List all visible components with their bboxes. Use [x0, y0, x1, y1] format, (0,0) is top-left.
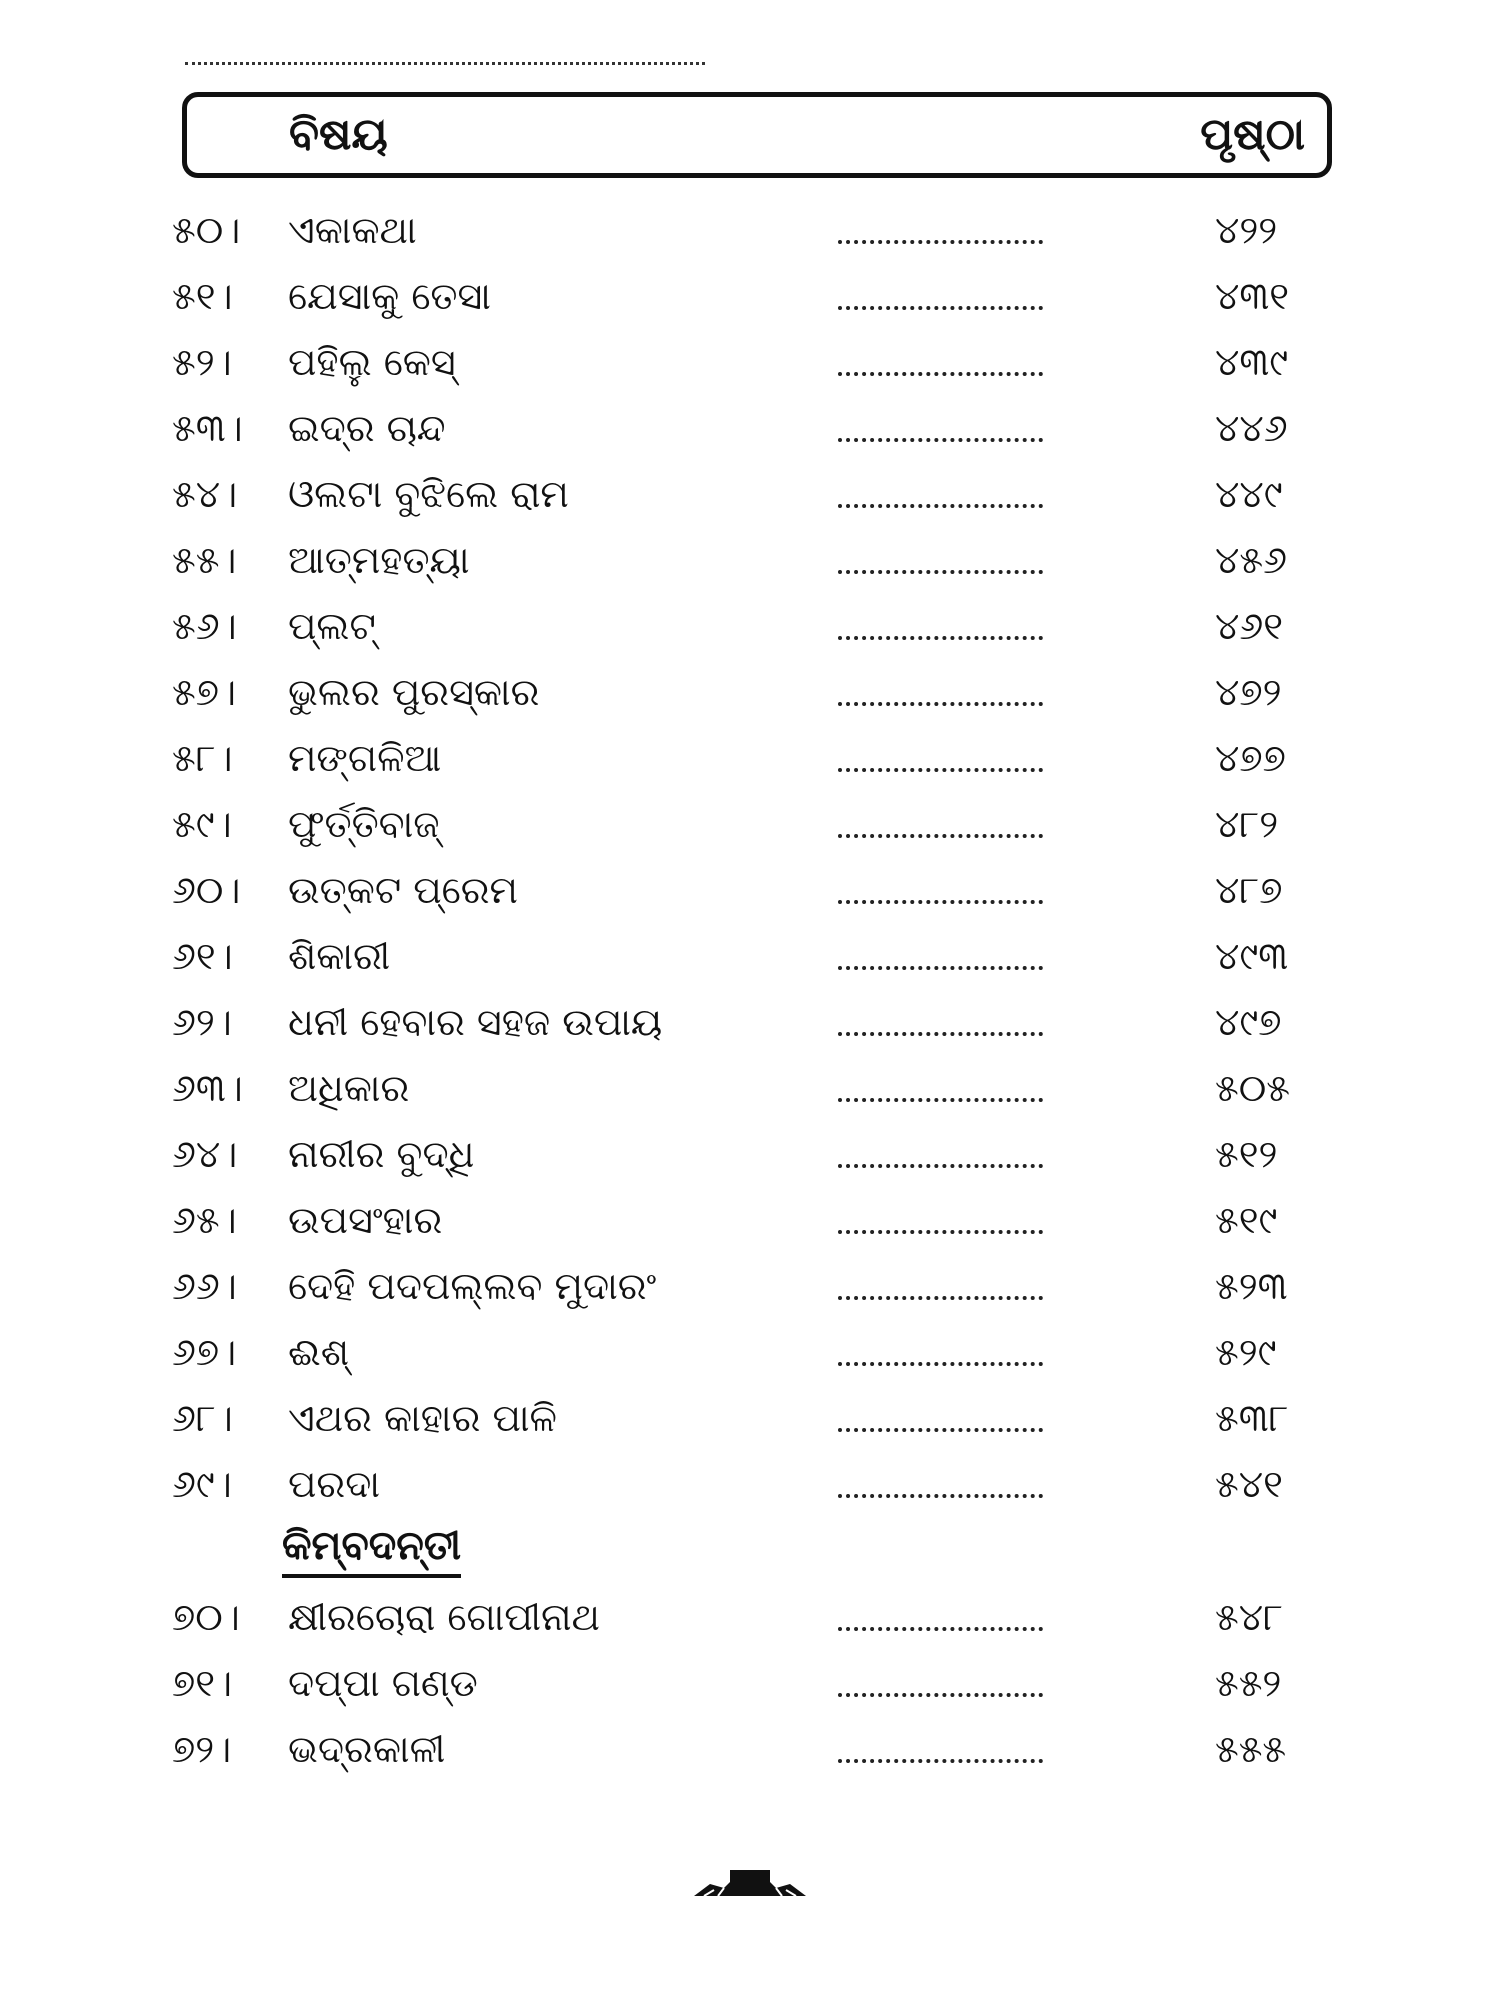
- page-number: ୪୯୭: [1215, 1000, 1282, 1044]
- page-number: ୫୦୫: [1215, 1066, 1290, 1110]
- toc-row: [0, 1653, 1500, 1713]
- chapter-title: ଶିକାରୀ: [288, 934, 391, 978]
- dot-leader: [838, 1164, 1043, 1168]
- page-number: ୪୩୧: [1215, 274, 1290, 318]
- chapter-title: ନାରୀର ବୁଦ୍ଧି: [288, 1132, 475, 1176]
- toc-row: [0, 1587, 1500, 1647]
- page-number: ୫୪୮: [1215, 1595, 1283, 1639]
- chapter-title: ଦପ୍‌ପା ଗଣ୍ଡ: [288, 1661, 478, 1705]
- chapter-number: ୫୫।: [172, 538, 237, 582]
- dot-leader: [838, 834, 1043, 838]
- dot-leader: [838, 1362, 1043, 1366]
- dot-leader: [838, 1098, 1043, 1102]
- toc-row: [0, 1719, 1500, 1779]
- toc-row: [0, 992, 1500, 1052]
- page-number: ୪୫୬: [1215, 538, 1287, 582]
- toc-row: [0, 1322, 1500, 1382]
- chapter-number: ୫୨।: [172, 340, 232, 384]
- chapter-number: ୫୭।: [172, 670, 237, 714]
- chapter-title: ଦେହି ପଦପଲ୍ଲବ ମୁଦାରଂ: [288, 1264, 657, 1308]
- dot-leader: [838, 1693, 1043, 1697]
- chapter-title: ପରଦା: [288, 1462, 381, 1506]
- chapter-title: ଉପସଂହାର: [288, 1198, 443, 1242]
- chapter-number: ୬୮।: [172, 1396, 233, 1440]
- chapter-title: ଈଶ୍: [288, 1330, 350, 1374]
- chapter-number: ୫୮।: [172, 736, 233, 780]
- chapter-number: ୬୭।: [172, 1330, 237, 1374]
- chapter-number: ୬୪।: [172, 1132, 238, 1176]
- chapter-title: ଏକାକଥା: [288, 208, 417, 252]
- page-number: ୫୨୯: [1215, 1330, 1277, 1374]
- page-number: ୫୧୨: [1215, 1132, 1278, 1176]
- toc-row: [0, 1256, 1500, 1316]
- dot-leader: [838, 1759, 1043, 1763]
- toc-row: [0, 728, 1500, 788]
- toc-header-box: [182, 92, 1332, 178]
- toc-row: [0, 1058, 1500, 1118]
- page-number: ୪୨୨: [1215, 208, 1278, 252]
- chapter-title: ଏଥର କାହାର ପାଳି: [288, 1396, 557, 1440]
- dot-leader: [838, 438, 1043, 442]
- chapter-title: ଉତ୍କଟ ପ୍ରେମ: [288, 868, 518, 912]
- dot-leader: [838, 1627, 1043, 1631]
- chapter-title: ଧନୀ ହେବାର ସହଜ ଉପାୟ: [288, 1000, 663, 1044]
- chapter-number: ୬୨।: [172, 1000, 232, 1044]
- chapter-title: ଆତ୍ମହତ୍ୟା: [288, 538, 470, 582]
- page-number: ୪୪୬: [1215, 406, 1288, 450]
- toc-row: [0, 860, 1500, 920]
- chapter-number: ୬୧।: [172, 934, 233, 978]
- chapter-number: ୫୬।: [172, 604, 237, 648]
- page-number: ୫୧୯: [1215, 1198, 1278, 1242]
- toc-row: [0, 266, 1500, 326]
- chapter-number: ୫୧।: [172, 274, 233, 318]
- toc-row: [0, 1454, 1500, 1514]
- page-number: ୪୮୨: [1215, 802, 1279, 846]
- dot-leader: [838, 1032, 1043, 1036]
- header-subject-label: ବିଷୟ: [289, 109, 388, 160]
- toc-row: [0, 596, 1500, 656]
- dot-leader: [838, 900, 1043, 904]
- chapter-number: ୭୨।: [172, 1727, 232, 1771]
- header-page-label: ପୃଷ୍ଠା: [1200, 109, 1305, 160]
- chapter-title: ଭୁଲର ପୁରସ୍କାର: [288, 670, 540, 714]
- page-number: ୫୪୧: [1215, 1462, 1283, 1506]
- page-number: ୪୪୯: [1215, 472, 1283, 516]
- dot-leader: [838, 966, 1043, 970]
- chapter-title: ଫୁର୍ତ୍ତିବାଜ୍: [288, 802, 440, 846]
- chapter-number: ୭୦।: [172, 1595, 240, 1639]
- page-number: ୪୭୭: [1215, 736, 1286, 780]
- dot-leader: [838, 306, 1043, 310]
- page-number: ୫୫୫: [1215, 1727, 1287, 1771]
- toc-row: [0, 398, 1500, 458]
- dot-leader: [838, 768, 1043, 772]
- toc-row: [0, 662, 1500, 722]
- dot-leader: [838, 1428, 1043, 1432]
- toc-row: [0, 1388, 1500, 1448]
- chapter-number: ୫୯।: [172, 802, 232, 846]
- footer-ornament-icon: [690, 1862, 810, 1898]
- toc-row: [0, 1124, 1500, 1184]
- chapter-number: ୫୩।: [172, 406, 243, 450]
- dot-leader: [838, 702, 1043, 706]
- dot-leader: [838, 1494, 1043, 1498]
- page-number: ୪୭୨: [1215, 670, 1282, 714]
- chapter-title: ମଙ୍ଗଳିଆ: [288, 736, 442, 780]
- toc-row: [0, 332, 1500, 392]
- page-number: ୫୫୨: [1215, 1661, 1282, 1705]
- page-number: ୪୯୩: [1215, 934, 1289, 978]
- page-number: ୫୩୮: [1215, 1396, 1289, 1440]
- dot-leader: [838, 636, 1043, 640]
- page-number: ୪୮୭: [1215, 868, 1283, 912]
- chapter-number: ୫୦।: [172, 208, 241, 252]
- dot-leader: [838, 1230, 1043, 1234]
- toc-row: [0, 794, 1500, 854]
- chapter-title: ଇଦ୍‌ର ଚାନ୍ଦ: [288, 406, 446, 450]
- toc-row: [0, 926, 1500, 986]
- dot-leader: [838, 570, 1043, 574]
- chapter-number: ୭୧।: [172, 1661, 233, 1705]
- chapter-number: ୬୫।: [172, 1198, 237, 1242]
- toc-row: [0, 200, 1500, 260]
- dot-leader: [838, 504, 1043, 508]
- section-heading: କିମ୍ବଦନ୍ତୀ: [282, 1518, 461, 1578]
- top-dotted-rule: [185, 62, 705, 65]
- page-number: ୪୬୧: [1215, 604, 1284, 648]
- chapter-title: ପହିଲୁ କେସ୍: [288, 340, 456, 384]
- page-number: ୪୩୯: [1215, 340, 1289, 384]
- chapter-number: ୫୪।: [172, 472, 238, 516]
- chapter-title: ଭଦ୍ରକାଳୀ: [288, 1727, 446, 1771]
- dot-leader: [838, 372, 1043, 376]
- chapter-title: ଓଲଟା ବୁଝିଲେ ରାମ: [288, 472, 569, 516]
- chapter-number: ୬୬।: [172, 1264, 237, 1308]
- toc-row: [0, 530, 1500, 590]
- chapter-number: ୬୩।: [172, 1066, 243, 1110]
- dot-leader: [838, 240, 1043, 244]
- chapter-title: ଯେସାକୁ ତେସା: [288, 274, 491, 318]
- chapter-number: ୬୯।: [172, 1462, 232, 1506]
- toc-row: [0, 1190, 1500, 1250]
- dot-leader: [838, 1296, 1043, 1300]
- chapter-title: କ୍ଷୀରଚୋରା ଗୋପୀନାଥ: [288, 1595, 600, 1639]
- toc-row: [0, 464, 1500, 524]
- chapter-title: ପ୍ଲଟ୍: [288, 604, 376, 648]
- page-number: ୫୨୩: [1215, 1264, 1288, 1308]
- chapter-number: ୬୦।: [172, 868, 241, 912]
- chapter-title: ଅଧିକାର: [288, 1066, 410, 1110]
